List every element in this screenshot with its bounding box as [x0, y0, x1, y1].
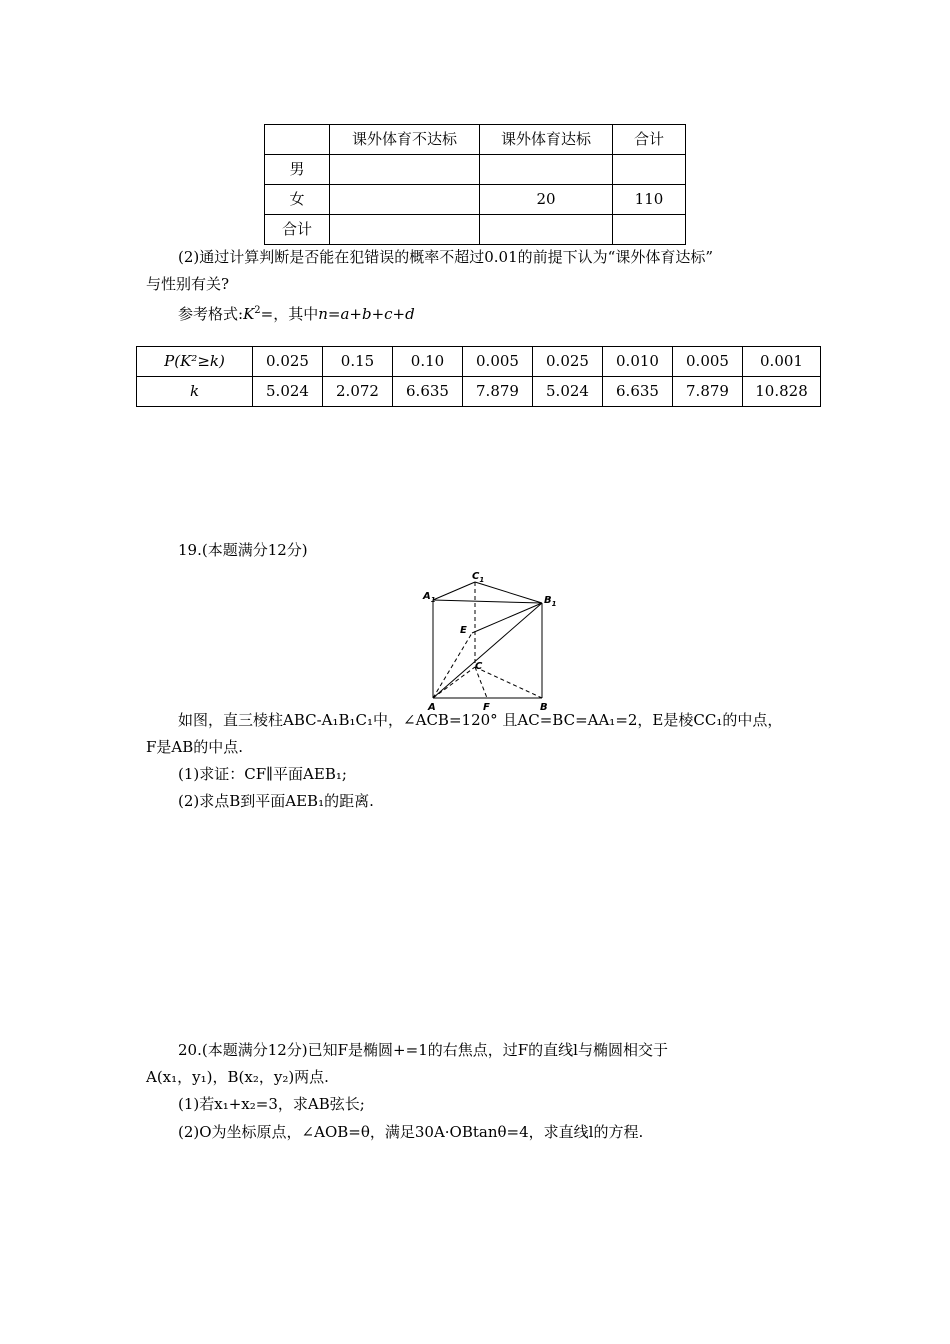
table-cell: 2.072: [323, 377, 393, 407]
label-b1: $B_1$: [544, 595, 557, 608]
table-header-cell: 课外体育不达标: [330, 125, 480, 155]
table-row: [137, 377, 821, 407]
table-cell: 6.635: [603, 377, 673, 407]
table-cell: 0.005: [463, 347, 533, 377]
table-row: [265, 185, 686, 215]
table-row: [265, 155, 686, 185]
table-cell: [613, 215, 686, 245]
table-cell: 5.024: [533, 377, 603, 407]
table-cell: 0.005: [673, 347, 743, 377]
table-header-row: [265, 125, 686, 155]
table-cell: [137, 347, 253, 377]
label-a1: $A_1$: [423, 591, 436, 604]
edge-a-e: [433, 633, 472, 698]
table-cell: 10.828: [743, 377, 821, 407]
q19-text-line2: F是AB的中点.: [146, 738, 244, 756]
table-cell: 0.025: [533, 347, 603, 377]
formula-prefix: 参考格式:: [178, 305, 244, 323]
table-cell: [480, 155, 613, 185]
prism-figure: [420, 565, 560, 715]
table-cell: 0.010: [603, 347, 673, 377]
q20-part2: (2)O为坐标原点，∠AOB=θ，满足30A·OBtanθ=4，求直线l的方程.: [178, 1123, 644, 1141]
q20-line2: A(x₁，y₁)，B(x₂，y₂)两点.: [146, 1068, 329, 1086]
formula-rhs: =a+b+c+d: [327, 305, 415, 323]
table-cell: 0.15: [323, 347, 393, 377]
table-cell: 6.635: [393, 377, 463, 407]
k-label: k: [189, 382, 200, 400]
table-cell: 男: [265, 155, 330, 185]
label-b: B: [540, 702, 548, 713]
q18-part2-line1: (2)通过计算判断是否能在犯错误的概率不超过0.01的前提下认为“课外体育达标”: [178, 248, 713, 266]
p-label: P(K²≥k): [164, 352, 225, 370]
table-cell: [330, 215, 480, 245]
q20-part1: (1)若x₁+x₂=3，求AB弦长;: [178, 1095, 365, 1113]
table-cell: [330, 185, 480, 215]
table-cell: [613, 155, 686, 185]
q19-part2: (2)求点B到平面AEB₁的距离.: [178, 792, 374, 810]
table-cell: 110: [613, 185, 686, 215]
table-cell: 女: [265, 185, 330, 215]
table-cell: [480, 215, 613, 245]
table-row: [265, 215, 686, 245]
q18-formula: 参考格式$:K^2=$，其中n=a+b+c+d: [178, 305, 415, 323]
edge-a-c: [433, 667, 475, 698]
edge-c1-b1: [475, 582, 542, 603]
contingency-table: [264, 124, 686, 245]
formula-n: n: [318, 305, 328, 323]
table-cell: 20: [480, 185, 613, 215]
table-row: [137, 347, 821, 377]
edge-a1-b1: [433, 600, 542, 603]
label-f: F: [483, 702, 490, 713]
table-cell: 7.879: [673, 377, 743, 407]
table-cell: 合计: [265, 215, 330, 245]
edge-a1-c1: [433, 582, 475, 600]
q20-line1: 20.(本题满分12分)已知F是椭圆+=1的右焦点，过F的直线l与椭圆相交于: [178, 1041, 668, 1059]
q19-part1: (1)求证：CF∥平面AEB₁;: [178, 765, 347, 783]
critical-value-table: [136, 346, 821, 407]
table-header-cell: 合计: [613, 125, 686, 155]
table-header-cell: 课外体育达标: [480, 125, 613, 155]
table-cell: 7.879: [463, 377, 533, 407]
table-cell: [330, 155, 480, 185]
q19-text-line1: 如图，直三棱柱ABC-A₁B₁C₁中，∠ACB=120° 且AC=BC=AA₁=2，E是棱CC₁的中点，: [178, 711, 783, 729]
label-a: A: [428, 702, 436, 713]
q18-part2-line2: 与性别有关?: [146, 275, 230, 293]
label-e: E: [460, 625, 467, 636]
q19-heading: 19.(本题满分12分): [178, 541, 308, 559]
table-cell: 0.001: [743, 347, 821, 377]
table-cell: 5.024: [253, 377, 323, 407]
formula-sep: =，其中: [260, 305, 319, 323]
table-cell: 0.10: [393, 347, 463, 377]
edge-a-b1: [433, 603, 542, 698]
table-cell: 0.025: [253, 347, 323, 377]
label-c1: $C_1$: [472, 571, 485, 584]
edge-e-b1: [472, 603, 542, 633]
table-header-cell: [265, 125, 330, 155]
label-c: C: [475, 661, 483, 672]
table-cell: [137, 377, 253, 407]
